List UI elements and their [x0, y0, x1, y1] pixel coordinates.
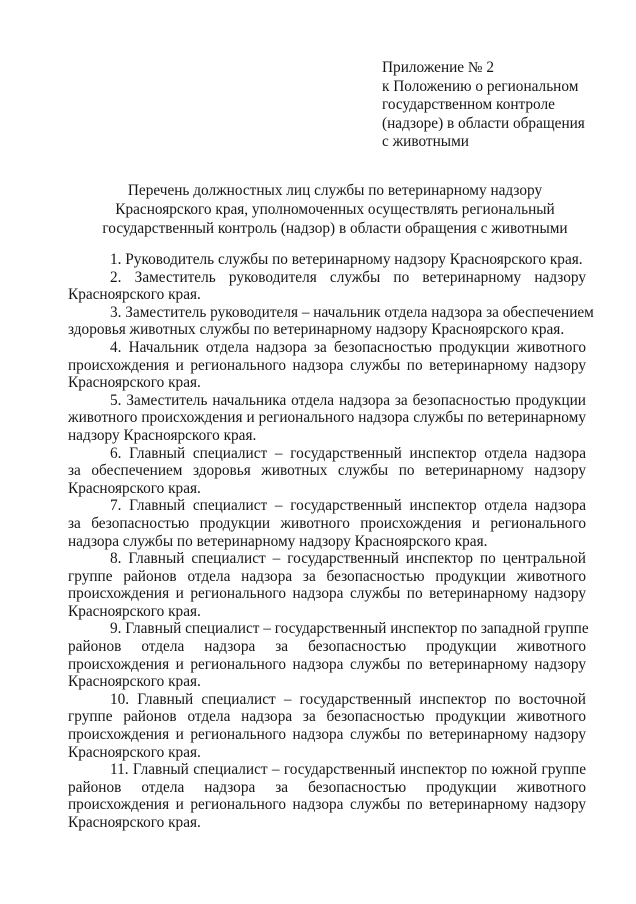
list-item [68, 339, 586, 392]
title-line: государственный контроль (надзор) в области обращения с животными [102, 220, 568, 237]
list-item-line: Красноярского края. [68, 374, 201, 392]
list-item [68, 691, 586, 761]
appendix-reference-line: с животными [382, 133, 469, 151]
list-item-first-line: 8. Главный специалист – государственный инспектор по центральной [110, 550, 586, 568]
list-item [68, 445, 586, 498]
list-item-line: надзора службы по ветеринарному надзору Красноярского края. [68, 532, 488, 550]
list-item-first-line: 2. Заместитель руководителя службы по ветеринарному надзору [110, 268, 586, 286]
list-item-line: происхождения и регионального надзора службы по ветеринарному надзору [68, 356, 586, 374]
appendix-reference-line: (надзоре) в области обращения [382, 114, 585, 132]
list-item-line: Красноярского края. [68, 602, 201, 620]
list-item-line: Красноярского края. [68, 286, 201, 304]
list-item-first-line: 1. Руководитель службы по ветеринарному надзору Красноярского края. [110, 251, 583, 268]
list-item-first-line: 11. Главный специалист – государственный инспектор по южной группе [110, 761, 586, 779]
list-item-line: надзору Красноярского края. [68, 426, 257, 444]
appendix-reference-line: государственном контроле [382, 96, 555, 114]
list-item-first-line: 6. Главный специалист – государственный инспектор отдела надзора [110, 444, 586, 462]
appendix-header [382, 59, 585, 152]
list-item-line: Красноярского края. [68, 814, 201, 831]
list-item [68, 392, 586, 445]
list-item [68, 550, 586, 620]
list-item-line: происхождения и регионального надзора службы по ветеринарному надзору [68, 655, 586, 673]
list-item [68, 269, 586, 304]
list-item [68, 761, 586, 831]
officials-list [68, 251, 594, 832]
list-item-first-line: 9. Главный специалист – государственный инспектор по западной группе [110, 620, 589, 638]
list-item-line: группе районов отдела надзора за безопасностью продукции животного [68, 567, 586, 585]
document-title [80, 181, 590, 238]
list-item-line: Красноярского края. [68, 479, 201, 497]
list-item-line: за безопасностью продукции животного происхождения и регионального [68, 514, 586, 532]
appendix-number: Приложение № 2 [382, 59, 494, 76]
list-item [68, 303, 594, 339]
list-item-first-line: 3. Заместитель руководителя – начальник отдела надзора за обеспечением [110, 303, 594, 321]
list-item-line: Красноярского края. [68, 673, 201, 691]
list-item-line: здоровья животных службы по ветеринарному надзору Красноярского края. [68, 321, 565, 339]
title-line: Перечень должностных лиц службы по ветеринарному надзору [127, 182, 543, 199]
list-item-line: группе районов отдела надзора за безопасностью продукции животного [68, 708, 586, 726]
list-item-first-line: 10. Главный специалист – государственный инспектор по восточной [110, 690, 586, 708]
title-line: Красноярского края, уполномоченных осуществлять региональный [115, 201, 555, 218]
list-item-line: Красноярского края. [68, 743, 201, 761]
list-item-line: районов отдела надзора за безопасностью продукции животного [68, 638, 586, 656]
list-item-line: животного происхождения и регионального надзора службы по ветеринарному [68, 409, 586, 427]
list-item [68, 620, 589, 691]
list-item-first-line: 7. Главный специалист – государственный инспектор отдела надзора [110, 497, 586, 515]
list-item-line: происхождения и регионального надзора службы по ветеринарному надзору [68, 726, 586, 744]
list-item [68, 497, 586, 550]
list-item-line: районов отдела надзора за безопасностью продукции животного [68, 778, 586, 796]
list-item-line: происхождения и регионального надзора службы по ветеринарному надзору [68, 585, 586, 603]
list-item-line: происхождения и регионального надзора службы по ветеринарному надзору [68, 796, 586, 814]
appendix-reference-line: к Положению о региональном [382, 77, 579, 95]
list-item-first-line: 5. Заместитель начальника отдела надзора за безопасностью продукции [110, 391, 586, 409]
list-item-first-line: 4. Начальник отдела надзора за безопасностью продукции животного [110, 338, 586, 356]
list-item [68, 251, 586, 269]
list-item-line: за обеспечением здоровья животных службы по ветеринарному надзору [68, 462, 586, 480]
